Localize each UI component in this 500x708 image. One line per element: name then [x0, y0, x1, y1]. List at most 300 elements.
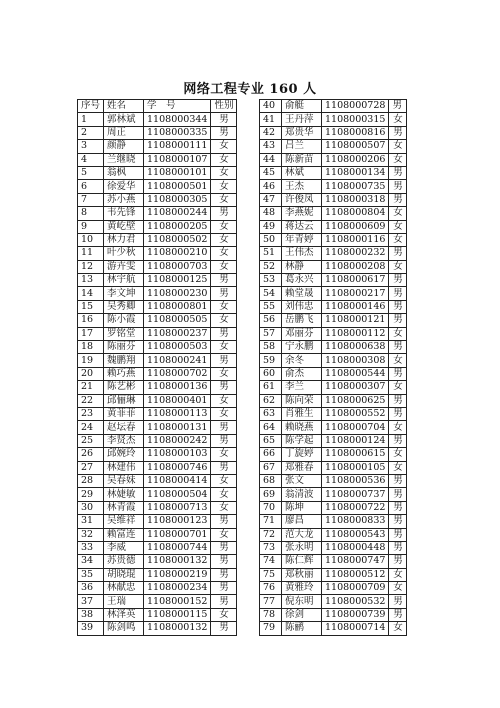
cell-gender: 女 [389, 582, 407, 595]
cell-name: 岳鹏飞 [282, 314, 322, 327]
cell-number: 77 [260, 595, 282, 608]
cell-student-id: 1108000505 [144, 314, 211, 327]
cell-student-id: 1108000232 [322, 247, 389, 260]
cell-gender: 女 [211, 140, 237, 153]
cell-gender: 男 [211, 354, 237, 367]
cell-name: 林婕敏 [104, 488, 144, 501]
cell-gender: 男 [211, 327, 237, 340]
cell-name: 林献忠 [104, 582, 144, 595]
table-row [78, 166, 237, 179]
cell-gender: 女 [389, 233, 407, 246]
cell-gender: 女 [211, 474, 237, 487]
cell-number: 71 [260, 515, 282, 528]
cell-name: 林宇航 [104, 274, 144, 287]
cell-number: 48 [260, 207, 282, 220]
table-row [78, 394, 237, 407]
cell-student-id: 1108000123 [144, 515, 211, 528]
table-row [260, 582, 407, 595]
table-row [260, 354, 407, 367]
cell-student-id: 1108000134 [322, 166, 389, 179]
cell-number: 47 [260, 193, 282, 206]
table-row [78, 595, 237, 608]
cell-name: 许俊凤 [282, 193, 322, 206]
table-row [260, 314, 407, 327]
cell-name: 余冬 [282, 354, 322, 367]
cell-student-id: 1108000205 [144, 220, 211, 233]
cell-number: 30 [78, 501, 104, 514]
cell-gender: 女 [389, 354, 407, 367]
cell-number: 40 [260, 100, 282, 113]
table-row [260, 501, 407, 514]
table-row [260, 488, 407, 501]
table-row [260, 153, 407, 166]
page-title: 网络工程专业 160 人 [183, 82, 317, 97]
table-row [260, 555, 407, 568]
cell-name: 叶少秋 [104, 247, 144, 260]
cell-name: 吴春妹 [104, 474, 144, 487]
cell-gender: 女 [389, 207, 407, 220]
table-row [260, 260, 407, 273]
cell-number: 66 [260, 448, 282, 461]
cell-number: 62 [260, 394, 282, 407]
table-row [78, 568, 237, 581]
cell-number: 11 [78, 247, 104, 260]
cell-name: 郭林斌 [104, 113, 144, 126]
cell-student-id: 1108000804 [322, 207, 389, 220]
cell-number: 68 [260, 474, 282, 487]
cell-gender: 男 [211, 461, 237, 474]
cell-gender: 男 [389, 341, 407, 354]
cell-student-id: 1108000131 [144, 421, 211, 434]
cell-number: 5 [78, 166, 104, 179]
cell-name: 廖昌 [282, 515, 322, 528]
cell-gender: 男 [389, 501, 407, 514]
cell-number: 56 [260, 314, 282, 327]
cell-gender: 女 [389, 220, 407, 233]
cell-name: 赖晓燕 [282, 421, 322, 434]
student-table-left [77, 99, 237, 636]
table-row [260, 595, 407, 608]
cell-name: 李兰 [282, 381, 322, 394]
table-row [78, 341, 237, 354]
table-row [260, 126, 407, 139]
cell-student-id: 1108000103 [144, 448, 211, 461]
cell-gender: 男 [389, 193, 407, 206]
cell-number: 4 [78, 153, 104, 166]
table-row [260, 247, 407, 260]
cell-name: 苏贵德 [104, 555, 144, 568]
table-row [78, 153, 237, 166]
cell-student-id: 1108000335 [144, 126, 211, 139]
table-row [78, 541, 237, 554]
table-row [260, 274, 407, 287]
cell-gender: 女 [211, 501, 237, 514]
cell-student-id: 1108000501 [144, 180, 211, 193]
cell-gender: 女 [389, 421, 407, 434]
cell-gender: 女 [389, 568, 407, 581]
table-row [260, 193, 407, 206]
table-row [78, 515, 237, 528]
table-row [260, 367, 407, 380]
cell-gender: 女 [211, 180, 237, 193]
cell-number: 2 [78, 126, 104, 139]
table-row [78, 407, 237, 420]
cell-student-id: 1108000219 [144, 568, 211, 581]
cell-number: 31 [78, 515, 104, 528]
cell-number: 24 [78, 421, 104, 434]
cell-gender: 女 [389, 113, 407, 126]
cell-number: 74 [260, 555, 282, 568]
cell-name: 邓丽芬 [282, 327, 322, 340]
cell-gender: 女 [211, 407, 237, 420]
cell-student-id: 1108000609 [322, 220, 389, 233]
table-row [78, 434, 237, 447]
cell-gender: 女 [389, 381, 407, 394]
cell-name: 胡晓琨 [104, 568, 144, 581]
table-row [78, 220, 237, 233]
cell-name: 蒋达云 [282, 220, 322, 233]
cell-student-id: 1108000208 [322, 260, 389, 273]
cell-name: 王瑞 [104, 595, 144, 608]
cell-number: 45 [260, 166, 282, 179]
cell-number: 29 [78, 488, 104, 501]
cell-name: 刘伟忠 [282, 300, 322, 313]
cell-gender: 女 [211, 193, 237, 206]
table-row [260, 528, 407, 541]
cell-name: 郑雅春 [282, 461, 322, 474]
cell-student-id: 1108000105 [322, 461, 389, 474]
student-table-right [259, 99, 407, 636]
table-row [260, 100, 407, 113]
cell-number: 19 [78, 354, 104, 367]
cell-student-id: 1108000111 [144, 140, 211, 153]
table-row [260, 327, 407, 340]
cell-number: 32 [78, 528, 104, 541]
cell-number: 46 [260, 180, 282, 193]
cell-name: 陈仁辉 [282, 555, 322, 568]
cell-student-id: 1108000107 [144, 153, 211, 166]
table-row [260, 233, 407, 246]
cell-name: 陈小霞 [104, 314, 144, 327]
cell-gender: 男 [211, 541, 237, 554]
cell-gender: 男 [211, 622, 237, 635]
cell-name: 翁清波 [282, 488, 322, 501]
table-row [260, 140, 407, 153]
table-row [78, 448, 237, 461]
cell-gender: 女 [211, 153, 237, 166]
cell-student-id: 1108000833 [322, 515, 389, 528]
cell-name: 林斌 [282, 166, 322, 179]
cell-student-id: 1108000502 [144, 233, 211, 246]
cell-name: 邱婉玲 [104, 448, 144, 461]
table-row [260, 622, 407, 635]
cell-student-id: 1108000615 [322, 448, 389, 461]
cell-number: 23 [78, 407, 104, 420]
table-row [78, 528, 237, 541]
cell-gender: 男 [389, 608, 407, 621]
cell-student-id: 1108000152 [144, 595, 211, 608]
cell-name: 林青霞 [104, 501, 144, 514]
table-row [260, 381, 407, 394]
cell-name: 吕兰 [282, 140, 322, 153]
cell-number: 25 [78, 434, 104, 447]
table-row [260, 434, 407, 447]
cell-student-id: 1108000136 [144, 381, 211, 394]
cell-student-id: 1108000703 [144, 260, 211, 273]
table-row [260, 180, 407, 193]
table-row [260, 461, 407, 474]
cell-student-id: 1108000112 [322, 327, 389, 340]
table-row [78, 608, 237, 621]
cell-number: 53 [260, 274, 282, 287]
cell-student-id: 1108000206 [322, 153, 389, 166]
table-row [78, 488, 237, 501]
cell-student-id: 1108000625 [322, 394, 389, 407]
cell-number: 14 [78, 287, 104, 300]
cell-name: 李燕妮 [282, 207, 322, 220]
cell-gender: 男 [211, 113, 237, 126]
cell-student-id: 1108000638 [322, 341, 389, 354]
cell-name: 俞杰 [282, 367, 322, 380]
cell-name: 陈艺彬 [104, 381, 144, 394]
cell-gender: 男 [211, 421, 237, 434]
cell-number: 75 [260, 568, 282, 581]
cell-student-id: 1108000504 [144, 488, 211, 501]
cell-gender: 女 [389, 153, 407, 166]
cell-student-id: 1108000544 [322, 367, 389, 380]
cell-name: 李威 [104, 541, 144, 554]
cell-student-id: 1108000704 [322, 421, 389, 434]
cell-student-id: 1108000401 [144, 394, 211, 407]
cell-number: 26 [78, 448, 104, 461]
cell-student-id: 1108000237 [144, 327, 211, 340]
cell-name: 王丹萍 [282, 113, 322, 126]
cell-student-id: 1108000512 [322, 568, 389, 581]
cell-gender: 男 [389, 595, 407, 608]
cell-name: 罗铭堂 [104, 327, 144, 340]
cell-student-id: 1108000318 [322, 193, 389, 206]
table-row [260, 394, 407, 407]
cell-number: 55 [260, 300, 282, 313]
cell-gender: 男 [389, 434, 407, 447]
cell-number: 67 [260, 461, 282, 474]
cell-number: 43 [260, 140, 282, 153]
table-row [78, 247, 237, 260]
cell-gender: 女 [389, 461, 407, 474]
table-row [78, 421, 237, 434]
cell-number: 35 [78, 568, 104, 581]
cell-number: 73 [260, 541, 282, 554]
cell-student-id: 1108000244 [144, 207, 211, 220]
cell-name: 张永明 [282, 541, 322, 554]
cell-name: 郑秋丽 [282, 568, 322, 581]
cell-student-id: 1108000801 [144, 300, 211, 313]
cell-student-id: 1108000315 [322, 113, 389, 126]
cell-number: 20 [78, 367, 104, 380]
cell-student-id: 1108000101 [144, 166, 211, 179]
table-row [260, 220, 407, 233]
cell-number: 72 [260, 528, 282, 541]
table-row [78, 287, 237, 300]
cell-name: 黄屹壁 [104, 220, 144, 233]
table-row [260, 608, 407, 621]
cell-number: 12 [78, 260, 104, 273]
cell-number: 63 [260, 407, 282, 420]
cell-gender: 男 [211, 381, 237, 394]
cell-gender: 女 [211, 394, 237, 407]
cell-name: 张文 [282, 474, 322, 487]
cell-name: 韦先锋 [104, 207, 144, 220]
cell-student-id: 1108000713 [144, 501, 211, 514]
cell-number: 76 [260, 582, 282, 595]
cell-number: 18 [78, 341, 104, 354]
cell-gender: 女 [211, 260, 237, 273]
cell-number: 64 [260, 421, 282, 434]
cell-name: 翁枫 [104, 166, 144, 179]
cell-gender: 男 [211, 434, 237, 447]
table-row [78, 354, 237, 367]
header-student-id: 学 号 [144, 100, 211, 113]
table-row [260, 287, 407, 300]
cell-gender: 女 [211, 448, 237, 461]
cell-name: 葛永兴 [282, 274, 322, 287]
cell-name: 陈鹂 [282, 622, 322, 635]
cell-gender: 女 [389, 140, 407, 153]
cell-gender: 男 [211, 515, 237, 528]
cell-number: 38 [78, 608, 104, 621]
cell-gender: 女 [389, 260, 407, 273]
cell-name: 陈学起 [282, 434, 322, 447]
cell-number: 21 [78, 381, 104, 394]
cell-student-id: 1108000552 [322, 407, 389, 420]
cell-name: 陈坤 [282, 501, 322, 514]
cell-number: 6 [78, 180, 104, 193]
cell-student-id: 1108000241 [144, 354, 211, 367]
table-row [260, 474, 407, 487]
cell-student-id: 1108000747 [322, 555, 389, 568]
cell-name: 倪东明 [282, 595, 322, 608]
cell-gender: 男 [211, 555, 237, 568]
table-row [78, 140, 237, 153]
cell-gender: 女 [389, 327, 407, 340]
cell-name: 赖堂晟 [282, 287, 322, 300]
cell-gender: 男 [389, 367, 407, 380]
cell-name: 陈新苗 [282, 153, 322, 166]
cell-number: 44 [260, 153, 282, 166]
cell-student-id: 1108000124 [322, 434, 389, 447]
cell-name: 徐剑 [282, 608, 322, 621]
cell-name: 李文坤 [104, 287, 144, 300]
cell-student-id: 1108000242 [144, 434, 211, 447]
cell-gender: 男 [389, 555, 407, 568]
cell-name: 吴维祥 [104, 515, 144, 528]
cell-student-id: 1108000536 [322, 474, 389, 487]
cell-name: 林建伟 [104, 461, 144, 474]
cell-student-id: 1108000737 [322, 488, 389, 501]
table-row [260, 113, 407, 126]
table-row [78, 207, 237, 220]
cell-number: 17 [78, 327, 104, 340]
cell-gender: 男 [389, 247, 407, 260]
cell-name: 苏小燕 [104, 193, 144, 206]
table-row [78, 461, 237, 474]
cell-name: 游卉雯 [104, 260, 144, 273]
cell-student-id: 1108000217 [322, 287, 389, 300]
cell-name: 王杰 [282, 180, 322, 193]
table-row [78, 300, 237, 313]
cell-name: 邱俪琳 [104, 394, 144, 407]
table-row [78, 260, 237, 273]
cell-student-id: 1108000113 [144, 407, 211, 420]
cell-student-id: 1108000115 [144, 608, 211, 621]
table-row [78, 113, 237, 126]
cell-gender: 男 [389, 488, 407, 501]
cell-name: 徐爱华 [104, 180, 144, 193]
cell-student-id: 1108000722 [322, 501, 389, 514]
cell-name: 肖雅生 [282, 407, 322, 420]
cell-gender: 女 [211, 247, 237, 260]
cell-student-id: 1108000414 [144, 474, 211, 487]
cell-number: 51 [260, 247, 282, 260]
table-row [78, 314, 237, 327]
cell-number: 1 [78, 113, 104, 126]
table-row [78, 233, 237, 246]
cell-gender: 男 [211, 126, 237, 139]
cell-name: 黄雅玲 [282, 582, 322, 595]
table-header-row [78, 100, 237, 113]
cell-student-id: 1108000307 [322, 381, 389, 394]
cell-student-id: 1108000532 [322, 595, 389, 608]
cell-name: 陈丽芬 [104, 341, 144, 354]
cell-gender: 男 [389, 166, 407, 179]
cell-gender: 女 [211, 367, 237, 380]
cell-number: 15 [78, 300, 104, 313]
cell-number: 39 [78, 622, 104, 635]
cell-number: 28 [78, 474, 104, 487]
table-row [78, 582, 237, 595]
cell-gender: 男 [211, 582, 237, 595]
cell-student-id: 1108000701 [144, 528, 211, 541]
cell-student-id: 1108000735 [322, 180, 389, 193]
cell-student-id: 1108000507 [322, 140, 389, 153]
cell-name: 周正 [104, 126, 144, 139]
cell-number: 33 [78, 541, 104, 554]
cell-student-id: 1108000125 [144, 274, 211, 287]
cell-name: 林静 [282, 260, 322, 273]
cell-number: 27 [78, 461, 104, 474]
cell-number: 13 [78, 274, 104, 287]
cell-number: 37 [78, 595, 104, 608]
cell-student-id: 1108000816 [322, 126, 389, 139]
cell-gender: 男 [389, 274, 407, 287]
table-row [78, 327, 237, 340]
cell-student-id: 1108000308 [322, 354, 389, 367]
cell-student-id: 1108000503 [144, 341, 211, 354]
cell-gender: 男 [389, 100, 407, 113]
cell-name: 赖富连 [104, 528, 144, 541]
cell-name: 范大龙 [282, 528, 322, 541]
cell-gender: 女 [389, 622, 407, 635]
cell-gender: 男 [389, 394, 407, 407]
cell-student-id: 1108000617 [322, 274, 389, 287]
cell-student-id: 1108000728 [322, 100, 389, 113]
cell-student-id: 1108000234 [144, 582, 211, 595]
header-gender: 性别 [211, 100, 237, 113]
cell-number: 69 [260, 488, 282, 501]
cell-name: 林泽英 [104, 608, 144, 621]
cell-gender: 女 [211, 300, 237, 313]
cell-name: 林力君 [104, 233, 144, 246]
